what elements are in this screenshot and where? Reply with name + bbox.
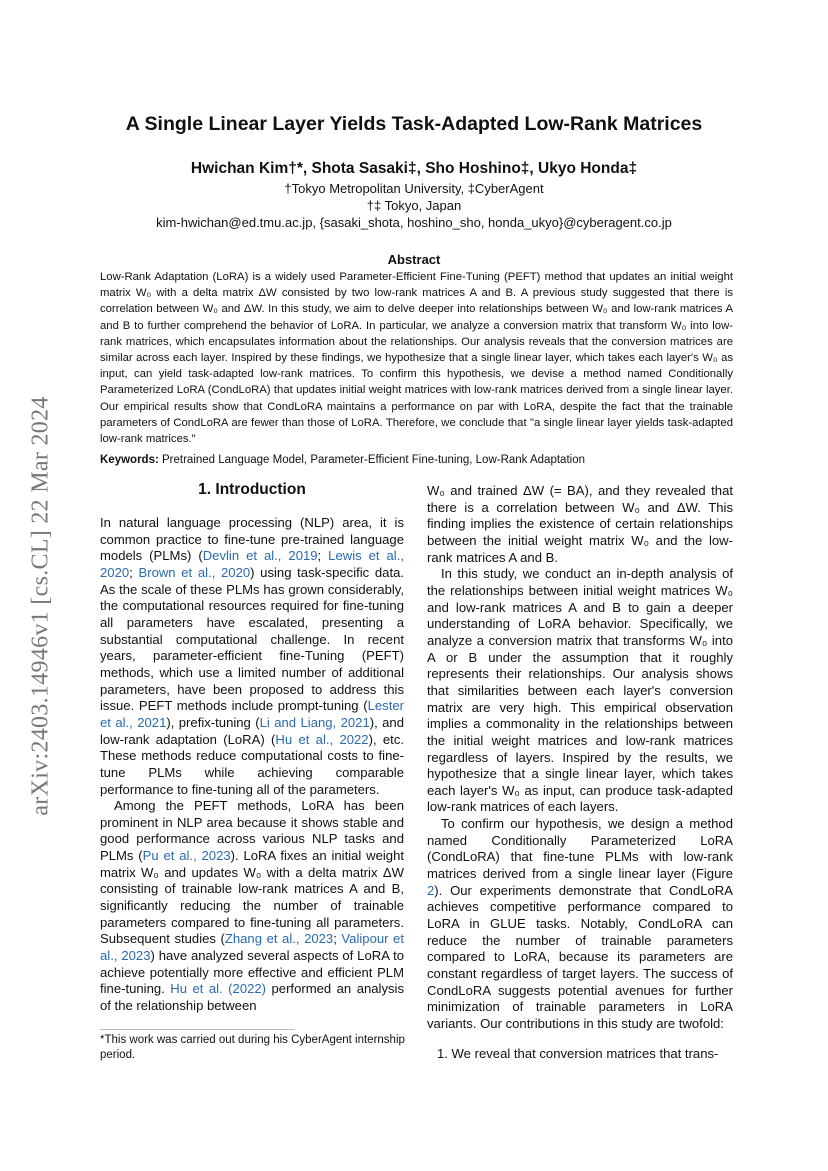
keywords-text: Pretrained Language Model, Parameter-Efficient Fine-tuning, Low-Rank Adaptation (162, 454, 585, 466)
citation-link[interactable]: Hu et al. (2022) (170, 981, 267, 997)
abstract-text: Low-Rank Adaptation (LoRA) is a widely used Parameter-Efficient Fine-Tuning (PEFT) method that updates an initial weight matrix W₀ with a delta matrix ΔW consisted by two low-rank matrices A and B. A previous study suggested that there is correlation between W₀ and ΔW. In this study, we aim to delve deeper into relationships between W₀ and low-rank matrices A and B to further comprehend the behavior of LoRA. In particular, we analyze a conversion matrix that transform W₀ into low-rank matrices, which encapsulates information about the relationships. Our analysis reveals that the conversion matrices are similar across each layer. Inspired by these findings, we hypothesize that a single linear layer, which takes each layer's W₀ as input, can yield task-adapted low-rank matrices. To confirm this hypothesis, we devise a method named Conditionally Parameterized LoRA (CondLoRA) that updates initial weight matrices with low-rank matrices derived from a single linear layer. Our empirical results show that CondLoRA maintains a performance on par with LoRA, despite the fact that the trainable parameters of CondLoRA are fewer than those of LoRA. Therefore, we conclude that "a single linear layer yields task-adapted low-rank matrices." (100, 271, 733, 446)
arxiv-identifier: arXiv:2403.14946v1 [cs.CL] 22 Mar 2024 (27, 396, 54, 816)
citation-link[interactable]: Zhang et al., 2023 (224, 931, 334, 947)
right-column (427, 483, 733, 1033)
citation-link[interactable]: Hu et al., 2022 (275, 731, 369, 747)
text-run: To confirm our hypothesis, we design a method named Conditionally Parameterized LoRA (CondLoRA) that fine-tune PLMs with low-rank matrices derived from a single linear layer (Figure (427, 816, 733, 882)
text-run: ). LoRA fixes an initial weight matrix W₀ and updates W₀ with a delta matrix ΔW consisting of trainable low-rank matrices A and B, significantly reducing the number of trainable parameters compared to fine-tuning all parameters. Subsequent studies ( (100, 848, 404, 947)
paper-authors: Hwichan Kim†*, Shota Sasaki‡, Sho Hoshino‡, Ukyo Honda‡ (190, 160, 638, 177)
text-run: ). Our experiments demonstrate that CondLoRA achieves competitive performance compared to LoRA in GLUE tasks. Notably, CondLoRA can reduce the number of trainable parameters compared to LoRA, because its parameters are constant regardless of target layers. The success of CondLoRA suggests potential avenues for further minimization of trainable parameters in LoRA variants. Our contributions in this study are twofold: (427, 882, 733, 1031)
text-run: ; (333, 931, 342, 947)
figure-reference-link[interactable]: 2 (427, 882, 435, 898)
citation-link[interactable]: Pu et al., 2023 (142, 848, 231, 864)
text-run: ; (129, 564, 139, 580)
abstract-body (100, 269, 733, 447)
contribution-list-item: 1. We reveal that conversion matrices that trans- (437, 1046, 719, 1061)
footnote-divider (100, 1029, 295, 1030)
paper-title: A Single Linear Layer Yields Task-Adapted Low-Rank Matrices (125, 113, 703, 135)
citation-link[interactable]: Brown et al., 2020 (138, 564, 251, 580)
citation-link[interactable]: Valipour et al., 2023 (100, 931, 404, 964)
text-run: Among the PEFT methods, LoRA has been prominent in NLP area because it shows stable and good performance across various NLP tasks and PLMs ( (100, 798, 404, 864)
text-run: performed an analysis of the relationship between (100, 981, 404, 1014)
intro-paragraph-1 (100, 515, 404, 798)
keywords (100, 454, 733, 466)
citation-link[interactable]: Lester et al., 2021 (100, 698, 404, 730)
arxiv-sidebar (19, 366, 63, 846)
text-run: ), and low-rank adaptation (LoRA) ( (100, 714, 404, 747)
keywords-label: Keywords: (100, 454, 159, 466)
affiliation-line-2: †‡ Tokyo, Japan (366, 198, 462, 213)
text-run: ) using task-specific data. As the scale of these PLMs has grown considerably, the computational resources required for fine-tuning all parameters have escalated, presenting a substantial computational challenge. In recent years, parameter-efficient fine-Tuning (PEFT) methods, which use a limited number of additional parameters, have been proposed to address this issue. PEFT methods include prompt-tuning ( (100, 564, 405, 714)
affiliation-line-1: †Tokyo Metropolitan University, ‡CyberAgent (284, 181, 544, 196)
abstract-heading: Abstract (387, 252, 441, 267)
citation-link[interactable]: Devlin et al., 2019 (202, 548, 318, 564)
intro-paragraph-5 (427, 816, 733, 1033)
citation-link[interactable]: Li and Liang, 2021 (259, 714, 370, 730)
intro-paragraph-4: In this study, we conduct an in-depth analysis of the relationships between initial weight matrices W₀ and low-rank matrices A and B to gain a deeper understanding of LoRA behavior. Specifically, we analyze a conversion matrix that transforms W₀ into A or B under the assumption that it roughly represents their relationships. Our analysis shows that similarities between each layer's conversion matrix are very high. This empirical observation implies a commonality in the relationships between the initial weight matrices and low-rank matrices regardless of layers. Inspired by the results, we hypothesize that a single linear layer, which takes each layer's W₀ as input, can produce task-adapted low-rank matrices of each layers. (427, 566, 733, 815)
section-heading-introduction: 1. Introduction (198, 481, 306, 498)
text-run: ), prefix-tuning ( (166, 714, 260, 730)
text-run: ; (317, 548, 329, 564)
text-run: ) have analyzed several aspects of LoRA to achieve potentially more effective and efficient PLM fine-tuning. (100, 948, 405, 997)
text-run: ), etc. These methods reduce computational costs to fine-tune PLMs while achieving comparable performance to fine-tuning all of the parameters. (100, 731, 405, 797)
intro-paragraph-3: W₀ and trained ΔW (= BA), and they revealed that there is a correlation between W₀ and ΔW. This finding implies the existence of certain relationships between the initial weight matrix W₀ and the low-rank matrices A and B. (427, 483, 733, 565)
intro-paragraph-2 (100, 798, 404, 1015)
left-column (100, 515, 404, 1015)
citation-link[interactable]: Lewis et al., 2020 (100, 548, 404, 580)
author-emails: kim-hwichan@ed.tmu.ac.jp, {sasaki_shota, hoshino_sho, honda_ukyo}@cyberagent.co.jp (156, 215, 672, 230)
footnote: *This work was carried out during his CyberAgent internship period. (100, 1034, 405, 1061)
text-run: In natural language processing (NLP) area, it is common practice to fine-tune pre-trained language models (PLMs) ( (100, 515, 404, 564)
